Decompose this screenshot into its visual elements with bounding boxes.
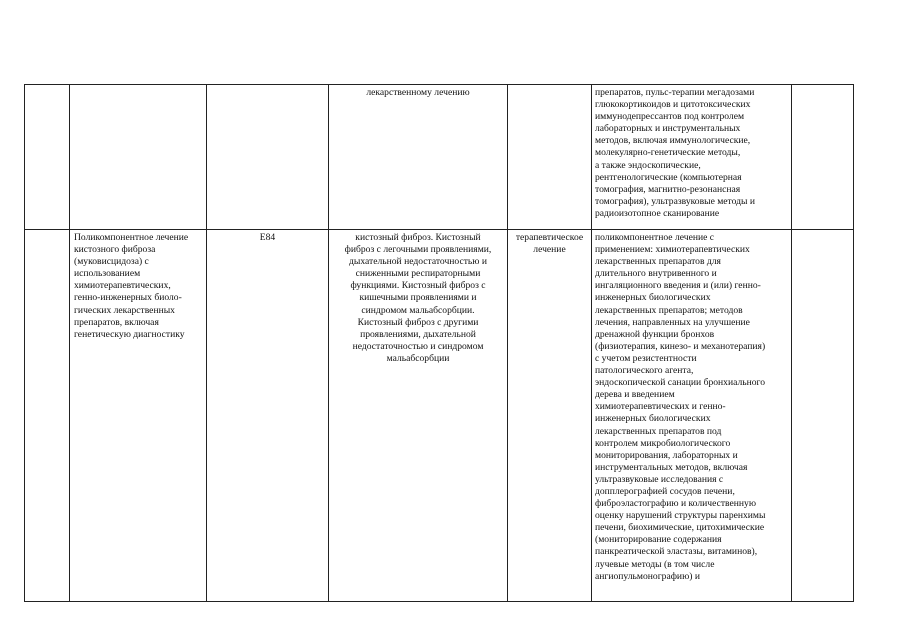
table-cell-treatment-type [508, 85, 592, 230]
cell-text: поликомпонентное лечение с применением: химиотерапевтических лекарственных препаратов для длительного внутривенного и ингаляционного введения и (или) генно- инженерных биологических лекарственных препаратов; методов лечения, направленных на улучшение дренажной функции бронхов (физиотерапия, кинезо- и механотерапия) с учетом резистентности патологического агента, эндоскопической санации бронхиального дерева и введением химиотерапевтических и генно- инженерных биологических лекарственных препаратов под контролем микробиологического мониторирования, лабораторных и инструментальных методов, включая ультразвуковые исследования с допплерографией сосудов печени, фиброэластографию и количественную оценку нарушений структуры паренхимы печени, биохимические, цитохимические (мониторирование содержания панкреатической эластазы, витаминов), лучевые методы (в том числе ангиопульмонографию) и [595, 232, 766, 582]
table-row [25, 85, 854, 230]
cell-text: препаратов, пульс-терапии мегадозами глюкокортикоидов и цитотоксических иммунодепрессантов под контролем лабораторных и инструментальных методов, включая иммунологические, молекулярно-генетические методы, а также эндоскопические, рентгенологические (компьютерная томография, магнитно-резонансная томография), ультразвуковые методы и радиоизотопное сканирование [595, 87, 755, 219]
table-cell-method [592, 85, 792, 230]
table-cell-model [329, 230, 508, 602]
cell-text [207, 85, 328, 87]
cell-text [25, 85, 69, 87]
document-table [24, 84, 854, 602]
cell-text [792, 230, 853, 232]
table-cell-name [70, 85, 207, 230]
table-cell-method [592, 230, 792, 602]
table-row [25, 230, 854, 602]
cell-text [792, 85, 853, 87]
cell-text: терапевтическое лечение [515, 232, 584, 256]
cell-text [508, 85, 591, 87]
cell-text [25, 230, 69, 232]
table-cell-code [207, 85, 329, 230]
cell-text [70, 85, 206, 87]
table-cell-name [70, 230, 207, 602]
cell-text: Поликомпонентное лечение кистозного фиброза (муковисцидоза) с использованием химиотерапевтических, генно-инженерных биоло- гических лекарственных препаратов, включая генетическую диагностику [74, 232, 189, 340]
table-cell-number [25, 85, 70, 230]
table-cell-model [329, 85, 508, 230]
table-cell-cost [792, 230, 854, 602]
table-cell-number [25, 230, 70, 602]
cell-text: кистозный фиброз. Кистозный фиброз с легочными проявлениями, дыхательной недостаточностью и сниженными респираторными функциями. Кистозный фиброз с кишечными проявлениями и синдромом мальабсорбции. Кистозный фиброз с другими проявлениями, дыхательной недостаточностью и синдромом мальабсорбции [344, 232, 492, 364]
cell-text: E84 [259, 232, 276, 243]
table-cell-code [207, 230, 329, 602]
table-cell-treatment-type [508, 230, 592, 602]
table-cell-cost [792, 85, 854, 230]
cell-text: лекарственному лечению [366, 87, 470, 98]
